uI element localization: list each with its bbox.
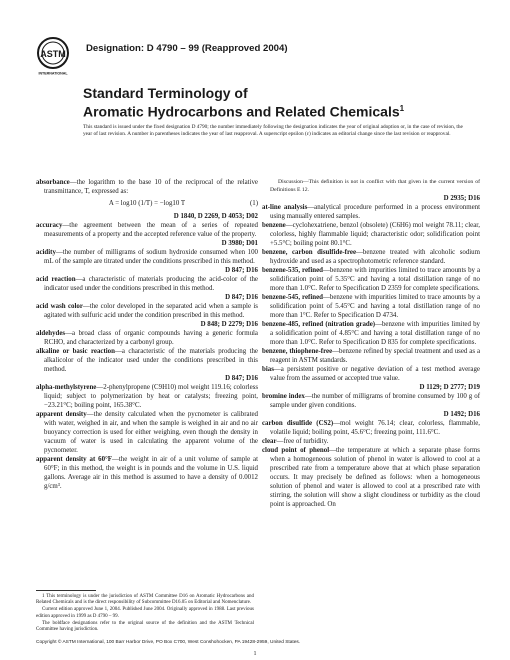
- term-entry: [262, 221, 480, 248]
- term-entry: [262, 365, 480, 392]
- term-name: bromine index: [262, 393, 305, 400]
- term-name: acid reaction: [36, 276, 76, 283]
- term-definition: —the weight in air of a unit volume of sample at 60°F; in this method, the weight is in pounds and the volume in U.S. liquid gallons. Average air in this method is assumed to have a density of 0.0012 g/cm³.: [44, 456, 258, 490]
- term-name: alkaline or basic reaction: [36, 348, 115, 355]
- source-reference: D 1492; D16: [443, 411, 480, 418]
- footnotes: [36, 594, 254, 634]
- footnote: The boldface designations refer to the original source of the definition and the ASTM Technical Committee having jurisdiction.: [36, 620, 254, 633]
- document-title: [83, 86, 443, 120]
- term-name: alpha-methylstyrene: [36, 384, 97, 391]
- discussion-note: [262, 178, 480, 194]
- term-definition: —benzene with impurities limited by a solidification point of 4.85°C and having a total distillation range of no more than 1.0°C. Refer to Specification D 835 for complete specifications.: [270, 321, 480, 346]
- term-definition: —benzene with impurities limited to trace amounts by a solidification point of 5.35°C and having a total distillation range of no more than 1.0°C. Refer to Specification D 2359 for complete specifications.: [270, 267, 480, 292]
- term-entry: [36, 275, 258, 302]
- term-name: carbon disulfide (CS2): [262, 420, 334, 427]
- footnote: Current edition approved June 1, 2004. Published June 2004. Originally approved in 1988. Last previous edition approved in 1999 as D 4790 – 99.: [36, 607, 254, 619]
- title-line-2: Aromatic Hydrocarbons and Related Chemicals$^1$: [83, 103, 405, 120]
- term-name: benzene-545, refined: [262, 294, 323, 301]
- left-column: [36, 178, 258, 491]
- term-definition: —the number of milligrams of bromine consumed by 100 g of sample under given conditions.: [270, 393, 480, 409]
- copyright-line: Copyright © ASTM International, 100 Barr Harbor Drive, PO Box C700, West Conshohocken, PA 19428-2959, United States.: [36, 640, 301, 645]
- term-entry: [262, 419, 480, 437]
- term-entry: [36, 302, 258, 329]
- term-definition: —mol weight 76.14; clear, colorless, flammable, volatile liquid; boiling point, 45.6°C; freezing point, 111.6°C.: [270, 420, 480, 436]
- source-reference: D 847; D16: [225, 267, 258, 274]
- term-definition: —the agreement between the mean of a series of repeated measurements of a property and the accepted reference value of the property.: [44, 222, 258, 238]
- term-definition: —benzene treated with alcoholic sodium hydroxide and used as a spectrophotometric reference standard.: [270, 249, 480, 265]
- term-entry: [262, 248, 480, 266]
- svg-text:ASTM: ASTM: [40, 49, 66, 59]
- discussion-ref-line: [262, 194, 480, 203]
- term-definition: —2-phenylpropene (C9H10) mol weight 119.16; colorless liquid; subject to polymerization by heat or catalysts; freezing point, −23.21°C; boiling point, 165.38°C.: [44, 384, 258, 409]
- term-name: aldehydes: [36, 330, 66, 337]
- term-entry: [36, 383, 258, 410]
- term-entry: [36, 347, 258, 383]
- term-definition: —analytical procedure performed in a process environment using manually entered samples.: [270, 204, 480, 220]
- term-entry: [36, 410, 258, 455]
- term-entry: [262, 437, 480, 446]
- term-entry: [36, 178, 258, 221]
- designation: Designation: D 4790 – 99 (Reapproved 2004): [86, 43, 288, 54]
- footnote-divider: [36, 590, 96, 591]
- source-reference: D 1129; D 2777; D19: [419, 384, 480, 391]
- source-reference: D 847; D16: [225, 375, 258, 382]
- source-reference: D 2935; D16: [443, 195, 480, 202]
- title-footnote-mark: 1: [399, 104, 405, 113]
- term-name: bias: [262, 366, 274, 373]
- term-name: apparent density: [36, 411, 87, 418]
- term-name: acid wash color: [36, 303, 83, 310]
- term-entry: [262, 203, 480, 221]
- term-entry: [36, 455, 258, 491]
- term-entry: [262, 293, 480, 320]
- term-name: at-line analysis: [262, 204, 308, 211]
- astm-logo: [36, 36, 70, 76]
- term-entry: [36, 221, 258, 248]
- page-number: 1: [253, 651, 257, 657]
- term-name: acidity: [36, 249, 56, 256]
- term-name: accuracy: [36, 222, 63, 229]
- term-definition: —benzene with impurities limited to trace amounts by a solidification point of 5.45°C and having a total distillation range of no more than 1°C. Refer to Specification D 4734.: [270, 294, 480, 319]
- standard-intro: This standard is issued under the fixed designation D 4790; the number immediately following the designation indicates the year of original adoption or, in the case of revision, the year of last revision. A number in parentheses indicates the year of last reapproval. A superscript epsilon (ε) indicates an editorial change since the last revision or reapproval.: [83, 124, 463, 137]
- term-definition: —benzene refined by special treatment and used as a reagent in ASTM standards.: [270, 348, 481, 364]
- source-reference: D 848; D 2279; D16: [200, 321, 258, 328]
- term-entry: [36, 329, 258, 347]
- term-name: benzene, thiophene-free: [262, 348, 333, 355]
- term-name: cloud point of phenol: [262, 447, 330, 454]
- term-definition: —a characteristic of the materials producing the alkalicolor of the indicator used under the conditions prescribed in this method.: [44, 348, 258, 373]
- term-entry: [262, 347, 480, 365]
- term-definition: —a characteristic of materials producing the acid-color of the indicator used under the conditions prescribed in this method.: [44, 276, 258, 292]
- term-name: clear: [262, 438, 277, 445]
- term-definition: —the density calculated when the pycnometer is calibrated with water, weighed in air, and when the sample is weighed in air and no air buoyancy correction is used for either weighing, even though the density in vacuum of water is used in calculating the apparent volume of the pycnometer.: [44, 411, 258, 454]
- term-entry: [36, 248, 258, 275]
- discussion-text: Discussion—This definition is not in conflict with that given in the current version of Definitions E 12.: [270, 179, 480, 193]
- term-definition: —a broad class of organic compounds having a generic formula RCHO, and characterized by a carbonyl group.: [44, 330, 258, 346]
- term-name: absorbance: [36, 179, 70, 186]
- source-reference: D 847; D16: [225, 294, 258, 301]
- term-definition: —the color developed in the separated acid when a sample is agitated with sulfuric acid under the condition prescribed in this method.: [44, 303, 258, 319]
- term-entry: [262, 392, 480, 419]
- term-name: benzene: [262, 222, 286, 229]
- term-definition: —the number of milligrams of sodium hydroxide consumed when 100 mL of the sample are titrated under the conditions prescribed in this method.: [44, 249, 258, 265]
- term-name: benzene-535, refined: [262, 267, 323, 274]
- term-definition: —a persistent positive or negative deviation of a test method average value from the assumed or accepted true value.: [270, 366, 480, 382]
- term-entry: [262, 320, 480, 347]
- formula-text: A = log10 (1/T) = −log10 T: [108, 200, 186, 207]
- term-entry: [262, 446, 480, 509]
- term-name: benzene, carbon disulfide-free: [262, 249, 357, 256]
- source-reference: D 3980; D01: [221, 240, 258, 247]
- term-definition: —the temperature at which a separate phase forms when a homogeneous solution of phenol in water is allowed to cool at a prescribed rate from a temperature above that at which phase separation occurs. It may precisely be defined as follows: when a homogeneous solution of phenol and water is allowed to cool at a prescribed rate with stirring, the solution will show a slight cloudiness or turbidity as the cloud point is approached. On: [270, 447, 480, 508]
- footnote: 1 This terminology is under the jurisdiction of ASTM Committee D16 on Aromatic Hydrocarbons and Related Chemicals and is the direct responsibility of Subcommittee D16.05 on Editorial and Nomenclature.: [36, 594, 254, 606]
- term-definition: —free of turbidity.: [276, 438, 329, 445]
- term-definition: —the logarithm to the base 10 of the reciprocal of the relative transmittance, T, expressed as:: [44, 179, 258, 195]
- title-line-1: Standard Terminology of: [83, 85, 248, 101]
- term-entry: [262, 266, 480, 293]
- source-reference: D 1840, D 2269, D 4053; D02: [173, 213, 258, 220]
- term-name: benzene-485, refined (nitration grade): [262, 321, 376, 328]
- term-name: apparent density at 60°F: [36, 456, 112, 463]
- right-column: [262, 178, 480, 509]
- formula: [44, 199, 258, 208]
- svg-text:INTERNATIONAL: INTERNATIONAL: [38, 71, 68, 76]
- term-definition: —cyclohexatriene, benzol (obsolete) (C6H6) mol weight 78.11; clear, colorless, highly flammable liquid; characteristic odor; solidification point +5.5°C; boiling point 80.1°C.: [270, 222, 480, 247]
